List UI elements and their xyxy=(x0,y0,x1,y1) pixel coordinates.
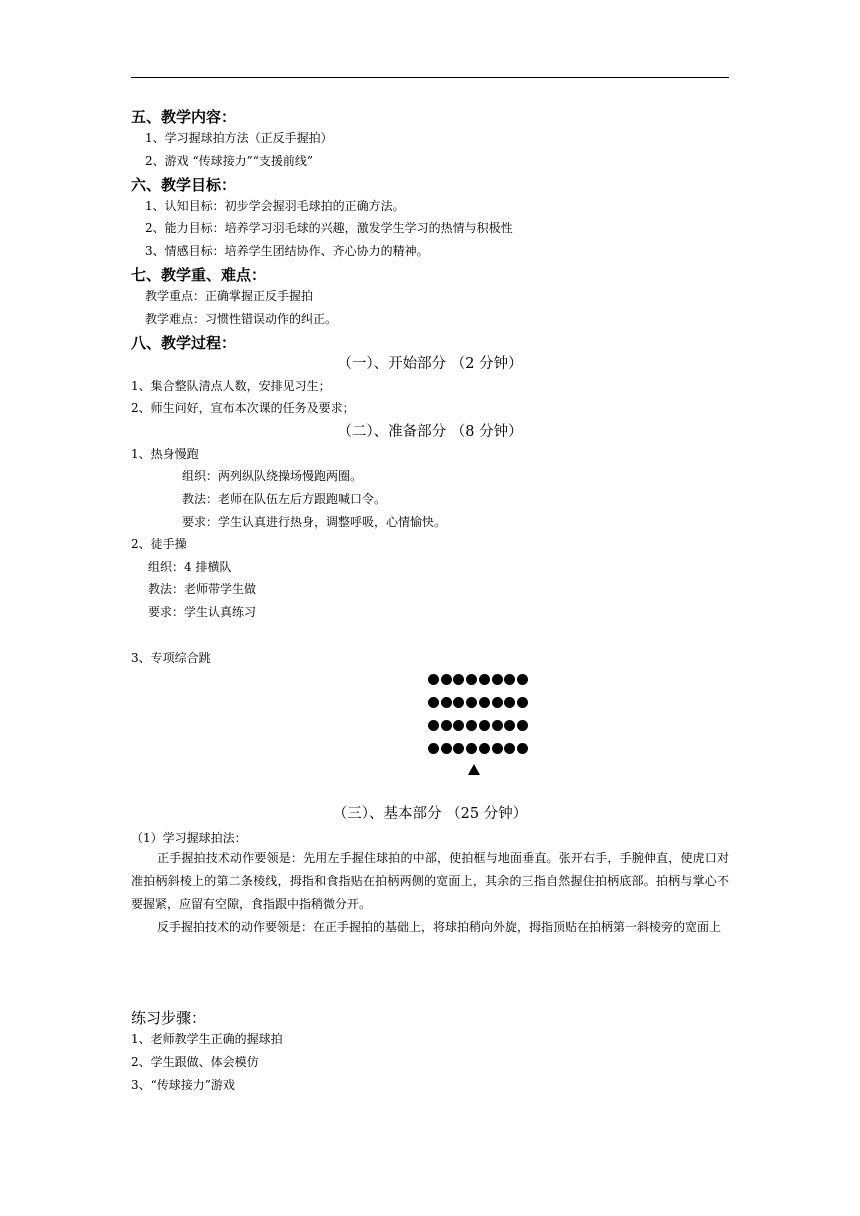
student-dot-icon xyxy=(441,697,452,708)
part-title-prep: （二）、准备部分 （8 分钟） xyxy=(337,424,523,440)
student-dot-icon xyxy=(441,720,452,731)
keypoint-item: 教学难点：习惯性错误动作的纠正。 xyxy=(145,312,338,326)
section-heading-goals: 六、教学目标： xyxy=(131,176,237,194)
part-title-basic: （三）、基本部分 （25 分钟） xyxy=(332,806,528,822)
start-item: 2、师生问好，宣布本次课的任务及要求； xyxy=(131,401,355,415)
student-dot-icon xyxy=(517,697,528,708)
student-dot-icon xyxy=(453,697,464,708)
student-dot-icon xyxy=(504,720,515,731)
student-dot-icon xyxy=(517,720,528,731)
student-dot-icon xyxy=(479,697,490,708)
student-dot-icon xyxy=(453,743,464,754)
practice-item: 3、“传球接力”游戏 xyxy=(131,1078,235,1092)
student-dot-icon xyxy=(453,674,464,685)
prep-subtitle-freehand: 2、徒手操 xyxy=(131,537,187,551)
content-item: 2、游戏 “传球接力”“支援前线” xyxy=(145,154,313,168)
formation-row xyxy=(428,668,528,691)
freehand-item: 教法：老师带学生做 xyxy=(148,582,257,596)
jog-item: 教法：老师在队伍左后方跟跑喊口令。 xyxy=(182,492,387,506)
keypoint-item: 教学重点：正确掌握正反手握拍 xyxy=(145,289,314,303)
freehand-item: 要求：学生认真练习 xyxy=(148,605,257,619)
student-dot-icon xyxy=(492,720,503,731)
goal-item: 1、认知目标：初步学会握羽毛球拍的正确方法。 xyxy=(145,199,405,213)
student-dot-icon xyxy=(453,720,464,731)
prep-subtitle-jump: 3、专项综合跳 xyxy=(131,651,211,665)
student-dot-icon xyxy=(466,674,477,685)
formation-row xyxy=(428,737,528,760)
prep-subtitle-jog: 1、热身慢跑 xyxy=(131,447,199,461)
backhand-grip-paragraph xyxy=(131,916,729,939)
freehand-item: 组织：4 排横队 xyxy=(148,560,232,574)
teacher-triangle-icon xyxy=(468,764,480,775)
practice-item: 1、老师教学生正确的握球拍 xyxy=(131,1032,283,1046)
student-dot-icon xyxy=(504,697,515,708)
forehand-grip-text: 正手握拍技术动作要领是：先用左手握住球拍的中部，使拍框与地面垂直。张开右手，手腕伸直，使虎口对准拍柄斜棱上的第二条棱线，拇指和食指贴在拍柄两侧的宽面上，其余的三指自然握住拍柄底部。拍柄与掌心不要握紧，应留有空隙，食指跟中指稍微分开。 xyxy=(131,851,729,911)
student-dot-icon xyxy=(428,743,439,754)
student-dot-icon xyxy=(479,720,490,731)
student-dot-icon xyxy=(428,674,439,685)
jog-item: 组织：两列纵队绕操场慢跑两圈。 xyxy=(182,469,363,483)
student-dot-icon xyxy=(479,743,490,754)
student-dot-icon xyxy=(466,743,477,754)
jog-item: 要求：学生认真进行热身，调整呼吸，心情愉快。 xyxy=(182,515,447,529)
content-item: 1、学习握球拍方法（正反手握拍） xyxy=(145,131,333,145)
student-dot-icon xyxy=(441,674,452,685)
basic-subtitle: （1）学习握球拍法： xyxy=(131,831,247,845)
student-dot-icon xyxy=(428,720,439,731)
goal-item: 2、能力目标：培养学习羽毛球的兴趣，激发学生学习的热情与积极性 xyxy=(145,221,513,235)
student-dot-icon xyxy=(479,674,490,685)
student-dot-icon xyxy=(517,743,528,754)
section-heading-keypoints: 七、教学重、难点： xyxy=(131,266,267,284)
header-rule xyxy=(131,77,729,78)
student-dot-icon xyxy=(492,743,503,754)
student-dot-icon xyxy=(504,743,515,754)
student-dot-icon xyxy=(492,697,503,708)
student-dot-icon xyxy=(428,697,439,708)
goal-item: 3、情感目标：培养学生团结协作、齐心协力的精神。 xyxy=(145,244,429,258)
practice-item: 2、学生跟做、体会模仿 xyxy=(131,1055,259,1069)
student-dot-icon xyxy=(466,697,477,708)
section-heading-process: 八、教学过程： xyxy=(131,334,237,352)
student-dot-icon xyxy=(492,674,503,685)
student-dot-icon xyxy=(504,674,515,685)
student-dot-icon xyxy=(441,743,452,754)
backhand-grip-text: 反手握拍技术的动作要领是：在正手握拍的基础上，将球拍稍向外旋，拇指顶贴在拍柄第一斜棱旁的宽面上 xyxy=(157,920,722,934)
forehand-grip-paragraph xyxy=(131,847,729,916)
practice-title: 练习步骤： xyxy=(131,1009,207,1027)
start-item: 1、集合整队清点人数，安排见习生； xyxy=(131,379,331,393)
student-dot-icon xyxy=(517,674,528,685)
formation-row xyxy=(428,714,528,737)
section-heading-content: 五、教学内容： xyxy=(131,108,237,126)
formation-row xyxy=(428,691,528,714)
student-dot-icon xyxy=(466,720,477,731)
student-formation xyxy=(428,668,528,760)
part-title-start: （一）、开始部分 （2 分钟） xyxy=(337,356,523,372)
